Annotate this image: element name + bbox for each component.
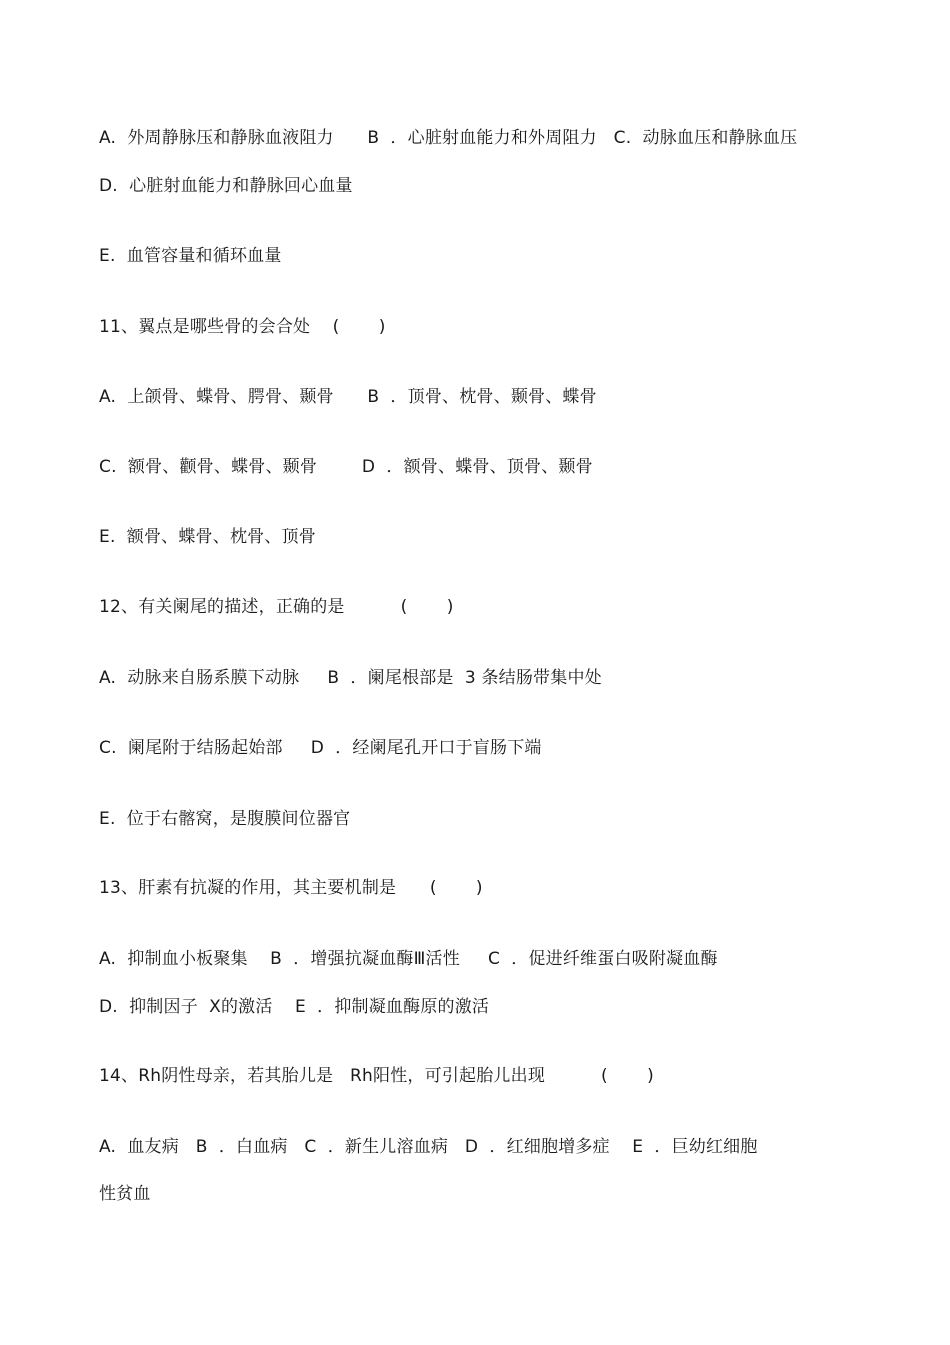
- q10-option-d: D. 心脏射血能力和静脉回心血量: [99, 176, 353, 196]
- q13-option-abc: A. 抑制血小板聚集 B ．增强抗凝血酶Ⅲ活性 C ．促进纤维蛋白吸附凝血酶: [99, 949, 718, 969]
- q11-option-ab: A. 上颌骨、蝶骨、腭骨、颞骨 B ．顶骨、枕骨、颞骨、蝶骨: [99, 387, 597, 407]
- q10-option-abc: A. 外周静脉压和静脉血液阻力 B ．心脏射血能力和外周阻力 C. 动脉血压和静脉血压: [99, 128, 798, 148]
- q14-options-continued: 性贫血: [99, 1184, 151, 1204]
- q10-option-e: E. 血管容量和循环血量: [99, 246, 282, 266]
- q12-option-ab: A. 动脉来自肠系膜下动脉 B ．阑尾根部是 3 条结肠带集中处: [99, 668, 602, 688]
- q13-option-de: D. 抑制因子 Ⅹ的激活 E ．抑制凝血酶原的激活: [99, 997, 490, 1017]
- q12-option-cd: C. 阑尾附于结肠起始部 D ．经阑尾孔开口于盲肠下端: [99, 738, 542, 758]
- q13-stem: 13、肝素有抗凝的作用，其主要机制是 ( ): [99, 878, 483, 898]
- q11-option-cd: C. 额骨、颧骨、蝶骨、颞骨 D ．额骨、蝶骨、顶骨、颞骨: [99, 457, 593, 477]
- q11-stem: 11、翼点是哪些骨的会合处 ( ): [99, 317, 386, 337]
- q12-stem: 12、有关阑尾的描述，正确的是 ( ): [99, 597, 454, 617]
- q12-option-e: E. 位于右髂窝，是腹膜间位器官: [99, 809, 351, 829]
- q11-option-e: E. 额骨、蝶骨、枕骨、顶骨: [99, 527, 316, 547]
- q14-stem: 14、Rh阴性母亲，若其胎儿是 Rh阳性，可引起胎儿出现 ( ): [99, 1066, 654, 1086]
- q14-options: A. 血友病 B ．白血病 C ．新生儿溶血病 D ．红细胞增多症 E ．巨幼红细胞: [99, 1137, 758, 1157]
